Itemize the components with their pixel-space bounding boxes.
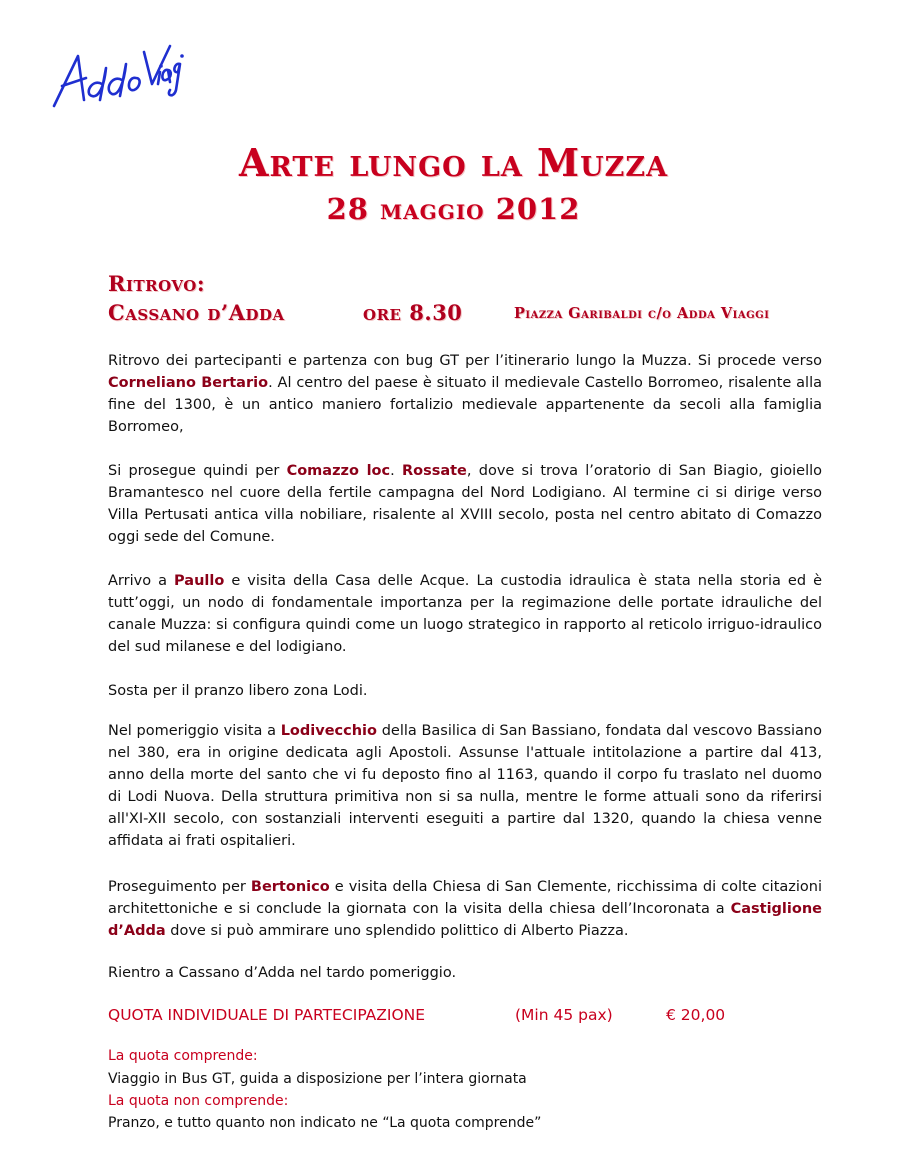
addaviaggi-logo-icon bbox=[48, 38, 188, 118]
excludes-label: La quota non comprende: bbox=[108, 1093, 289, 1109]
paragraph-corneliano: Ritrovo dei partecipanti e partenza con bug GT per l’itinerario lungo la Muzza. Si procede verso Corneliano Bertario. Al centro del paese è situato il medievale Castello Borromeo, risalente alla fine del 1300, è un antico maniero fortalizio medievale appartenente da secoli alla famiglia Borromeo, bbox=[108, 353, 822, 435]
includes-text: Viaggio in Bus GT, guida a disposizione per l’intera giornata bbox=[108, 1071, 527, 1087]
place-name: Rossate bbox=[401, 463, 467, 479]
price-min-participants: (Min 45 pax) bbox=[515, 1006, 613, 1024]
meeting-heading: Ritrovo: bbox=[108, 271, 206, 296]
paragraph-pranzo: Sosta per il pranzo libero zona Lodi. bbox=[108, 683, 368, 699]
place-name: Paullo bbox=[174, 573, 225, 589]
includes-label: La quota comprende: bbox=[108, 1048, 258, 1064]
meeting-address: Piazza Garibaldi c/o Adda Viaggi bbox=[514, 305, 770, 322]
paragraph-lodivecchio: Nel pomeriggio visita a Lodivecchio della Basilica di San Bassiano, fondata dal vescovo Bassiano nel 380, era in origine dedicata agli Apostoli. Assunse l'attuale intitolazione a partire dal 413, anno della morte del santo che vi fu deposto fino al 1163, quando il corpo fu traslato nel duomo di Lodi Nuova. Della struttura primitiva non si sa nulla, mentre le forme attuali sono da riferirsi all'XI-XII secolo, con sostanziali interventi eseguiti a partire dal 1320, quando la chiesa venne affidata ai frati ospitalieri. bbox=[108, 723, 822, 849]
meeting-place: Cassano d’Adda bbox=[108, 300, 285, 325]
place-name: Castiglione d’Adda bbox=[108, 901, 822, 939]
excludes-text: Pranzo, e tutto quanto non indicato ne “La quota comprende” bbox=[108, 1115, 542, 1131]
paragraph-rientro: Rientro a Cassano d’Adda nel tardo pomeriggio. bbox=[108, 965, 457, 981]
place-name: Comazzo loc bbox=[286, 463, 391, 479]
price-label: QUOTA INDIVIDUALE DI PARTECIPAZIONE bbox=[108, 1006, 426, 1024]
paragraph-comazzo: Si prosegue quindi per Comazzo loc. Rossate, dove si trova l’oratorio di San Biagio, gioiello Bramantesco nel cuore della fertile campagna del Nord Lodigiano. Al termine ci si dirige verso Villa Pertusati antica villa nobiliare, risalente al XVIII secolo, posta nel centro abitato di Comazzo oggi sede del Comune. bbox=[108, 463, 822, 545]
meeting-time: ore 8.30 bbox=[363, 300, 463, 325]
document-date: 28 maggio 2012 bbox=[326, 192, 581, 226]
paragraph-paullo: Arrivo a Paullo e visita della Casa delle Acque. La custodia idraulica è stata nella storia ed è tutt’oggi, un nodo di fondamentale importanza per la regimazione delle portate idrauliche del canale Muzza: si configura quindi come un luogo strategico in rapporto al reticolo irriguo-idraulico del sud milanese e del lodigiano. bbox=[108, 573, 823, 655]
paragraph-bertonico: Proseguimento per Bertonico e visita della Chiesa di San Clemente, ricchissima di colte citazioni architettoniche e si conclude la giornata con la visita della chiesa dell’Incoronata a Castiglione d’Adda dove si può ammirare uno splendido polittico di Alberto Piazza. bbox=[108, 879, 823, 939]
place-name: Bertonico bbox=[250, 879, 330, 895]
place-name: Lodivecchio bbox=[280, 723, 377, 739]
document-title: Arte lungo la Muzza bbox=[238, 140, 669, 185]
place-name: Corneliano Bertario bbox=[108, 375, 269, 391]
price-value: € 20,00 bbox=[666, 1006, 726, 1024]
